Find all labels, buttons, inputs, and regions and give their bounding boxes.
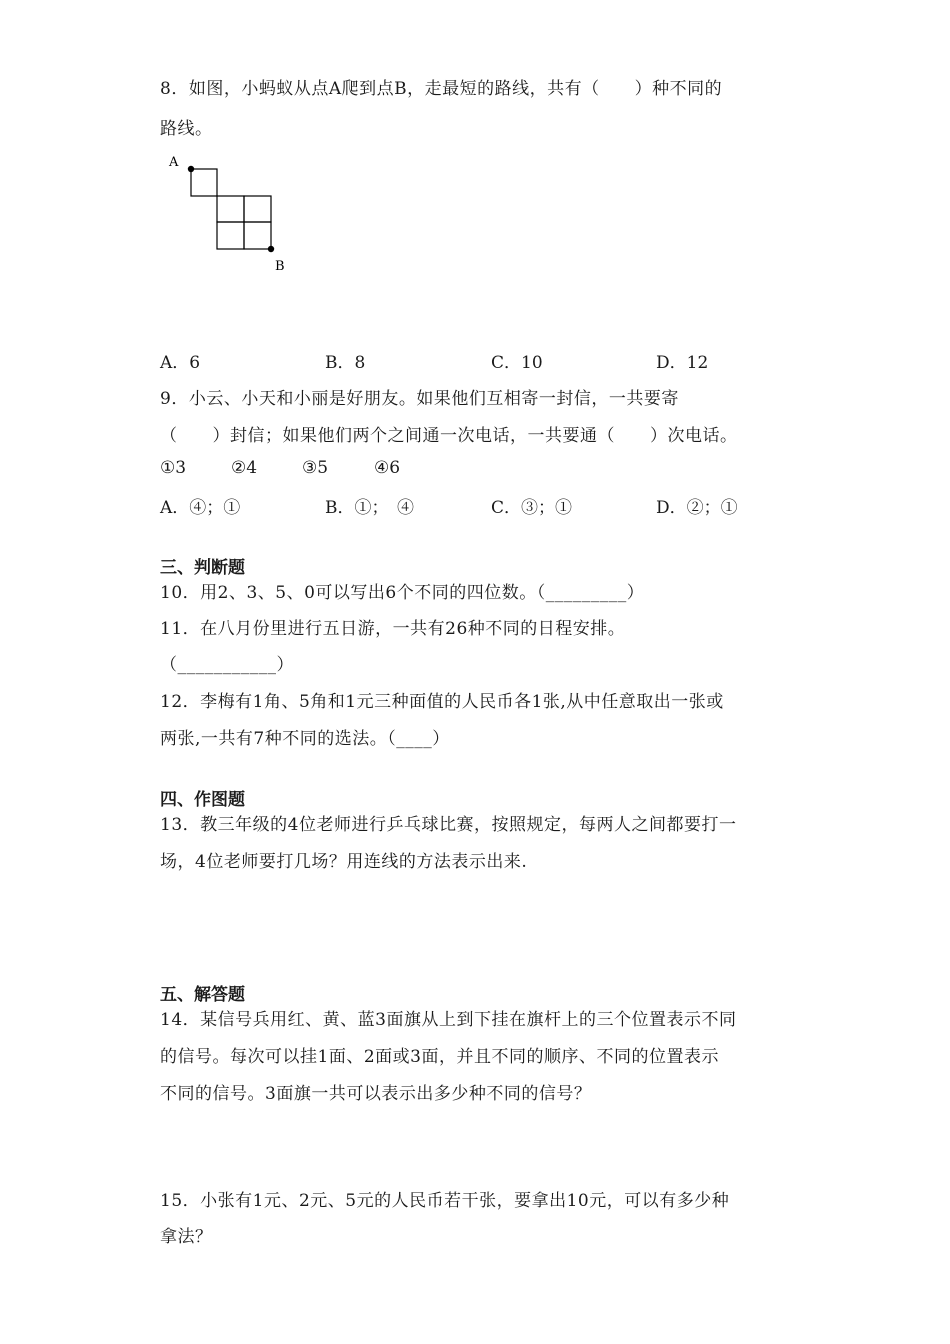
q9-option-a: A．④；① xyxy=(160,498,241,518)
q15-text-line2: 拿法？ xyxy=(160,1227,213,1247)
q9-text-line1: 9．小云、小天和小丽是好朋友。如果他们互相寄一封信，一共要寄 xyxy=(160,389,679,409)
section5-title: 五、解答题 xyxy=(160,985,245,1005)
q9-text-line2: （ ）封信；如果他们两个之间通一次电话，一共要通（ ）次电话。 xyxy=(160,426,738,446)
q8-option-c: C．10 xyxy=(491,353,543,373)
q9-option-b: B．①； ④ xyxy=(325,498,414,518)
q8-option-a: A．6 xyxy=(160,353,201,373)
q14-text-line2: 的信号。每次可以挂1面、2面或3面，并且不同的顺序、不同的位置表示 xyxy=(160,1047,719,1067)
q10-text: 10．用2、3、5、0可以写出6个不同的四位数。（_________） xyxy=(160,583,645,603)
q9-option-d: D．②；① xyxy=(656,498,738,518)
q12-text-line1: 12．李梅有1角、5角和1元三种面值的人民币各1张,从中任意取出一张或 xyxy=(160,692,724,712)
q14-text-line3: 不同的信号。3面旗一共可以表示出多少种不同的信号？ xyxy=(160,1084,592,1104)
q9-choice-1: ①3 xyxy=(160,458,187,478)
q11-text-line2: （___________） xyxy=(160,655,294,675)
q9-option-c: C．③；① xyxy=(491,498,573,518)
grid-path-figure xyxy=(165,150,305,280)
q9-choice-4: ④6 xyxy=(374,458,401,478)
point-a-dot xyxy=(188,166,194,172)
q12-text-line2: 两张,一共有7种不同的选法。（____） xyxy=(160,729,450,749)
q8-text-line1: 8．如图，小蚂蚁从点A爬到点B，走最短的路线，共有（ ）种不同的 xyxy=(160,79,723,99)
q13-text-line2: 场，4位老师要打几场？用连线的方法表示出来. xyxy=(160,852,528,872)
q11-text-line1: 11．在八月份里进行五日游，一共有26种不同的日程安排。 xyxy=(160,619,626,639)
q15-text-line1: 15．小张有1元、2元、5元的人民币若干张，要拿出10元，可以有多少种 xyxy=(160,1191,730,1211)
q8-option-b: B．8 xyxy=(325,353,366,373)
q8-option-d: D．12 xyxy=(656,353,709,373)
point-b-dot xyxy=(268,246,274,252)
q9-choice-3: ③5 xyxy=(302,458,329,478)
section3-title: 三、判断题 xyxy=(160,558,245,578)
point-b-label: B xyxy=(275,259,285,274)
point-a-label: A xyxy=(169,155,179,170)
q8-text-line2: 路线。 xyxy=(160,119,213,139)
q9-choice-2: ②4 xyxy=(231,458,258,478)
grid-lines xyxy=(191,169,271,249)
q14-text-line1: 14．某信号兵用红、黄、蓝3面旗从上到下挂在旗杆上的三个位置表示不同 xyxy=(160,1010,737,1030)
q13-text-line1: 13．教三年级的4位老师进行乒乓球比赛，按照规定，每两人之间都要打一 xyxy=(160,815,737,835)
section4-title: 四、作图题 xyxy=(160,790,245,810)
